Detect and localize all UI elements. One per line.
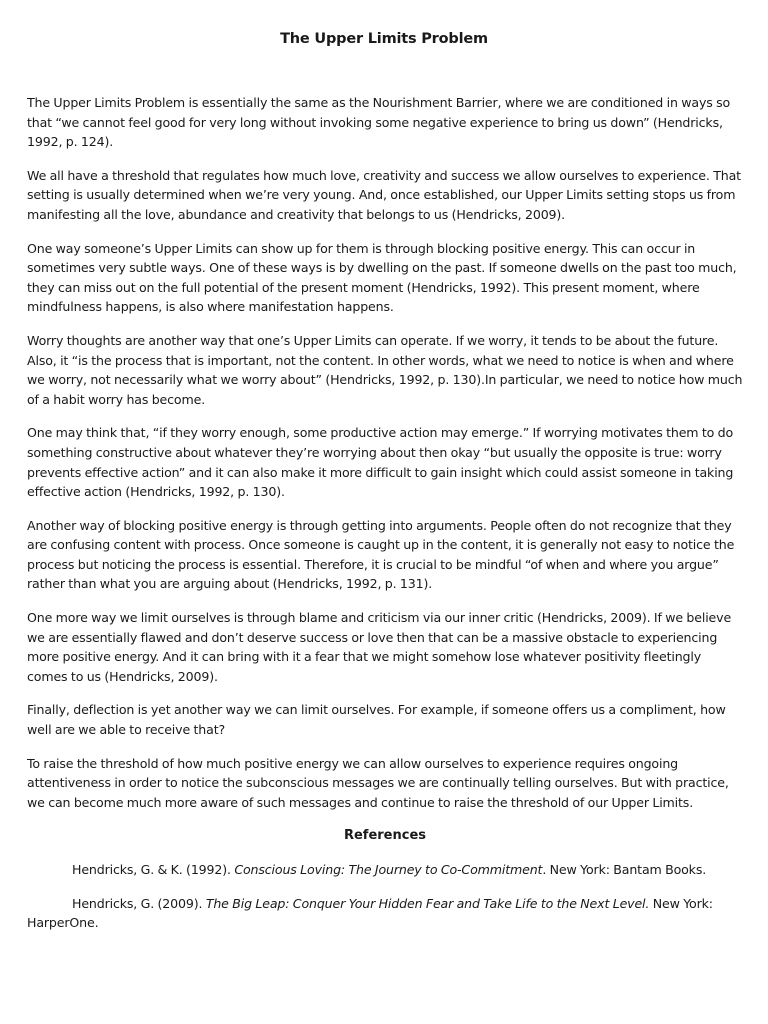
paragraph-7: One more way we limit ourselves is through blame and criticism via our inner critic (Hendricks, 2009). If we believe we are essentially flawed and don’t deserve success or love then that can be a massive obstacle to experiencing more positive energy. And it can bring with it a fear that we might somehow lose whatever positivity fleetingly comes to us (Hendricks, 2009). [27, 610, 732, 684]
reference-1-authors: Hendricks, G. & K. (1992). [72, 862, 235, 877]
paragraph-8: Finally, deflection is yet another way we can limit ourselves. For example, if someone offers us a compliment, how well are we able to receive that? [27, 702, 726, 738]
reference-2-authors: Hendricks, G. (2009). [72, 895, 206, 911]
paragraph-4: Worry thoughts are another way that one’s Upper Limits can operate. If we worry, it tends to be about the future. Also, it “is the process that is important, not the content. In other words, what we need to notice is when and where we worry, not necessarily what we worry about” (Hendricks, 1992, p. 130).In particular, we need to notice how much of a habit worry has become. [27, 332, 743, 407]
reference-1-title: Conscious Loving: The Journey to Co-Commitment [234, 862, 543, 877]
paragraph-1: The Upper Limits Problem is essentially the same as the Nourishment Barrier, where we are conditioned in ways so that “we cannot feel good for very long without invoking some negative experience to bring us down” (Hendricks, 1992, p. 124). [27, 95, 731, 150]
references-heading: References [343, 828, 427, 844]
reference-entry-2 [27, 894, 743, 933]
paragraph-6: Another way of blocking positive energy is through getting into arguments. People often do not recognize that they are confusing content with process. Once someone is caught up in the content, it is generally not easy to notice the process but noticing the process is essential. Therefore, it is crucial to be mindful “of when and where you argue” rather than what you are arguing about (Hendricks, 1992, p. 131). [27, 517, 735, 592]
paragraph-9: To raise the threshold of how much positive energy we can allow ourselves to experience requires ongoing attentiveness in order to notice the subconscious messages we are continually telling ourselves. But with practice, we can become much more aware of such messages and continue to raise the threshold of our Upper Limits. [27, 755, 729, 810]
reference-1-publisher: . New York: Bantam Books. [542, 862, 707, 877]
page-title: The Upper Limits Problem [280, 31, 488, 47]
reference-2-title: The Big Leap: Conquer Your Hidden Fear and Take Life to the Next Level. [205, 895, 650, 911]
paragraph-2: We all have a threshold that regulates how much love, creativity and success we allow ourselves to experience. That setting is usually determined when we’re very young. And, once established, our Upper Limits setting stops us from manifesting all the love, abundance and creativity that belongs to us (Hendricks, 2009). [27, 167, 741, 222]
reference-entry-1 [27, 860, 743, 880]
paragraph-5: One may think that, “if they worry enough, some productive action may emerge.” If worrying motivates them to do something constructive about whatever they’re worrying about then okay “but usually the opposite is true: worry prevents effective action” and it can also make it more difficult to gain insight which could assist someone in taking effective action (Hendricks, 1992, p. 130). [27, 425, 734, 500]
reference-2-publisher: New York: HarperOne. [27, 895, 713, 931]
document-body [27, 93, 743, 947]
paragraph-3: One way someone’s Upper Limits can show up for them is through blocking positive energy. This can occur in sometimes very subtle ways. One of these ways is by dwelling on the past. If someone dwells on the past too much, they can miss out on the full potential of the present moment (Hendricks, 1992). This present moment, where mindfulness happens, is also where manifestation happens. [27, 240, 737, 315]
